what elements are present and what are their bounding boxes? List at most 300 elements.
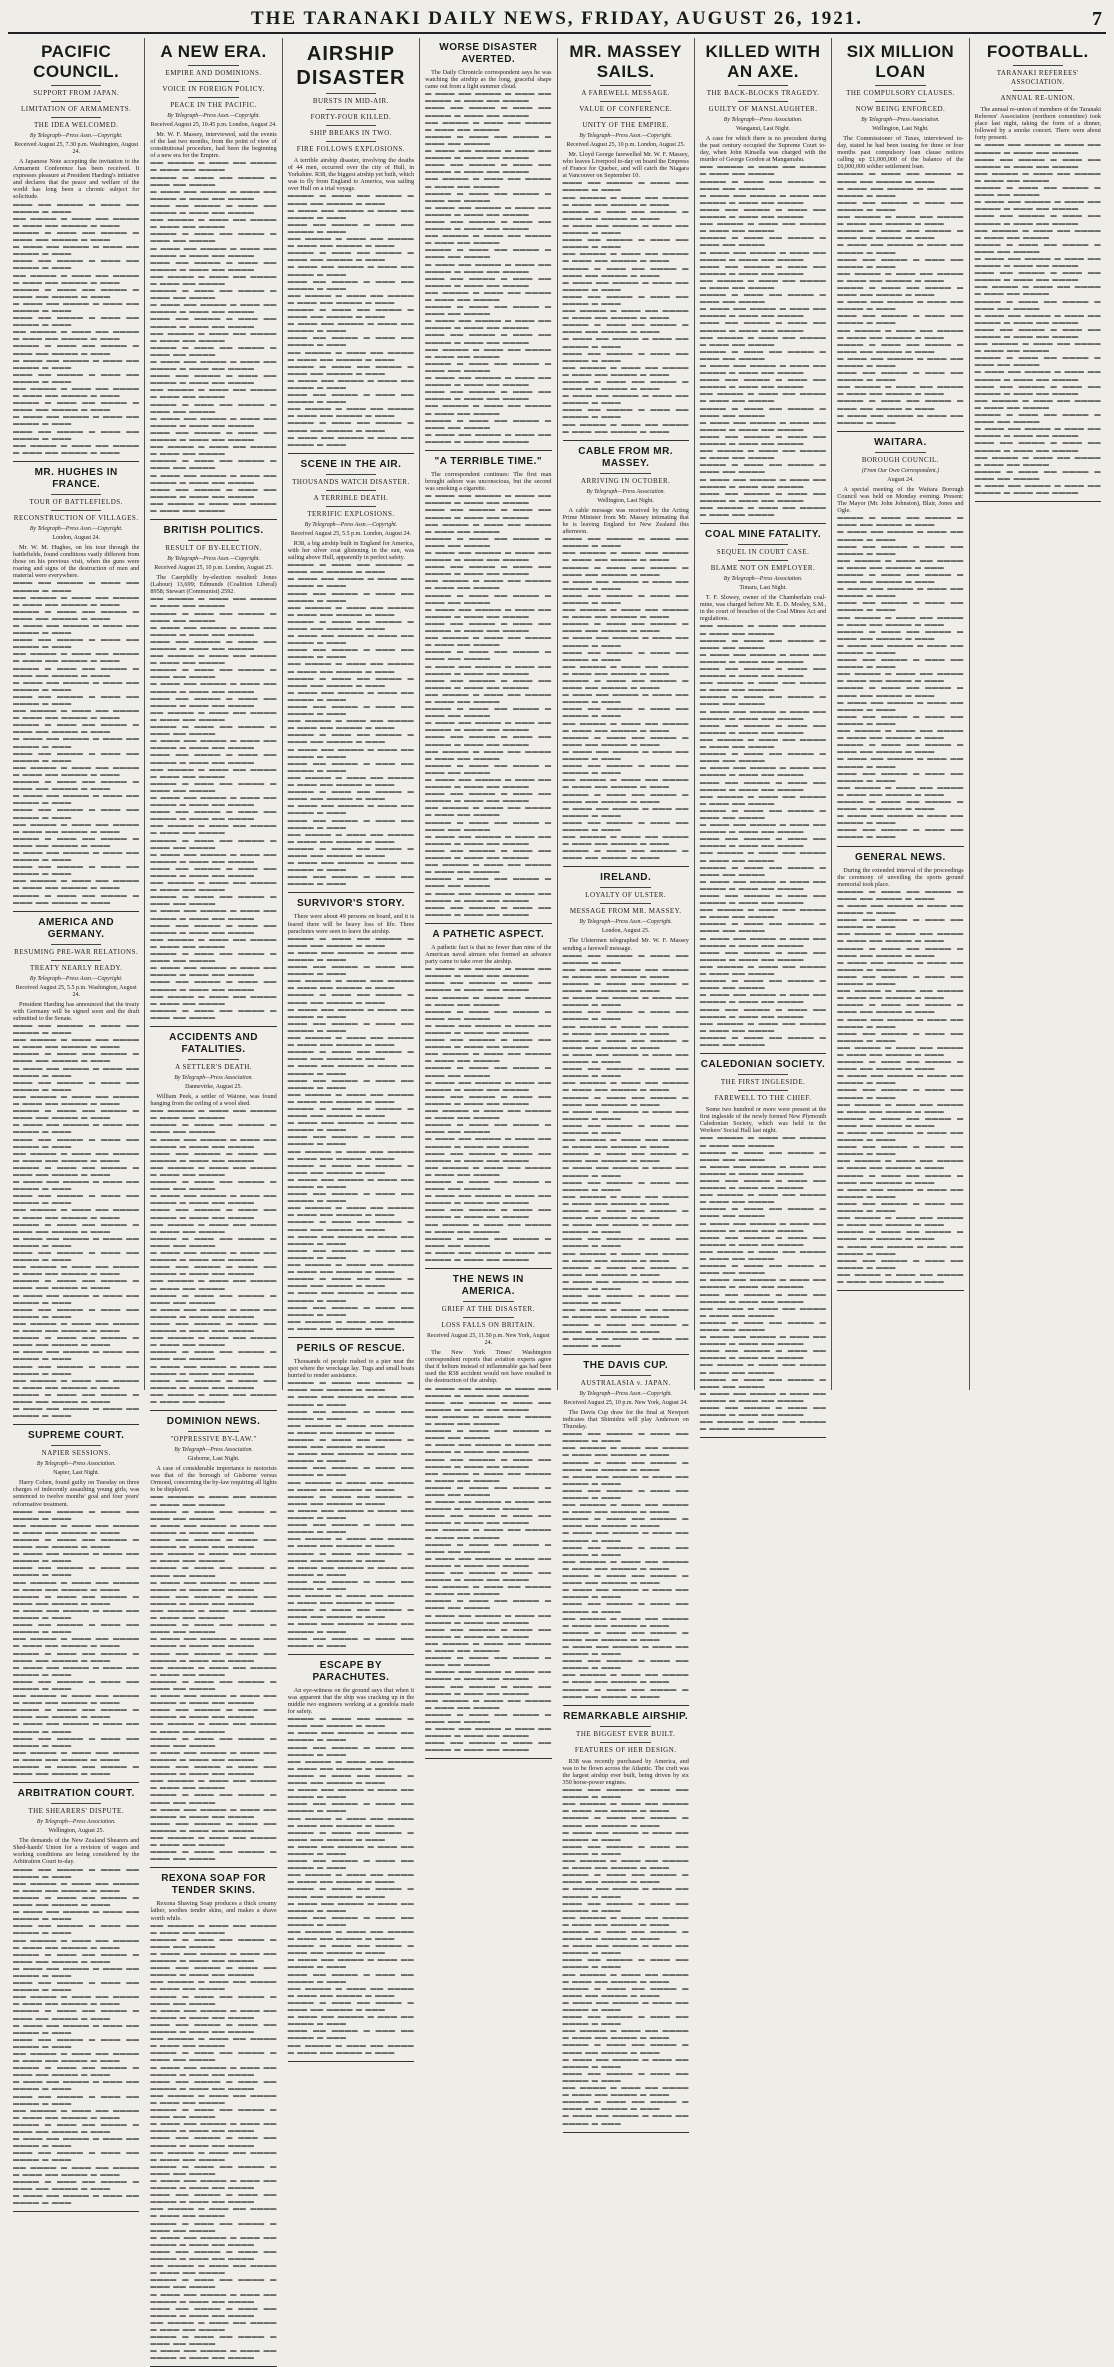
type-texture: ▬ ▬▬▬ ▬▬ ▬▬▬▬ ▬ ▬▬▬ ▬▬ ▬▬▬▬ ▬ ▬▬▬ ▬▬ ▬▬▬▬: [150, 2063, 277, 2078]
type-texture: ▬ ▬▬▬ ▬▬ ▬▬▬▬ ▬ ▬▬▬ ▬▬ ▬▬▬▬ ▬ ▬▬▬: [13, 735, 140, 750]
type-texture: ▬ ▬▬▬ ▬▬ ▬▬▬▬ ▬ ▬▬▬ ▬▬ ▬▬▬▬ ▬ ▬▬▬ ▬▬ ▬▬▬▬: [425, 260, 552, 275]
deck-rule: [600, 101, 651, 102]
type-texture: ▬▬ ▬▬▬▬ ▬ ▬▬▬ ▬▬ ▬▬▬▬ ▬ ▬▬▬ ▬▬ ▬▬▬▬ ▬ ▬▬▬: [562, 193, 689, 208]
type-texture: ▬▬ ▬▬▬▬ ▬ ▬▬▬ ▬▬ ▬▬▬▬ ▬ ▬▬▬ ▬▬ ▬▬▬▬: [699, 447, 827, 462]
type-texture: ▬▬▬▬ ▬ ▬▬▬ ▬▬ ▬▬▬▬ ▬ ▬▬▬ ▬▬ ▬▬▬▬ ▬ ▬▬▬: [837, 1114, 964, 1129]
article-separator: [563, 1705, 689, 1706]
type-texture: ▬ ▬▬▬ ▬▬ ▬▬▬▬ ▬ ▬▬▬ ▬▬ ▬▬▬▬ ▬ ▬▬▬ ▬▬ ▬▬▬▬: [425, 1554, 552, 1569]
article-body: Harry Cohen, found guilty on Tuesday on three charges of indecently assaulting young girls, was sentenced to twelve months' goal and four years' reformative treatment.: [13, 1479, 140, 1508]
type-texture: ▬▬▬ ▬▬ ▬▬▬▬ ▬ ▬▬▬ ▬▬ ▬▬▬▬ ▬ ▬▬▬: [13, 2149, 140, 2164]
subheadline: ANNUAL RE-UNION.: [1000, 94, 1076, 102]
type-texture: ▬▬▬▬ ▬ ▬▬▬ ▬▬ ▬▬▬▬ ▬ ▬▬▬ ▬▬ ▬▬▬▬: [425, 189, 552, 204]
subheadline: TERRIFIC EXPLOSIONS.: [307, 509, 395, 518]
type-texture: ▬ ▬▬▬ ▬▬ ▬▬▬▬ ▬ ▬▬▬ ▬▬ ▬▬▬▬ ▬ ▬▬▬ ▬▬ ▬▬▬▬: [150, 2290, 277, 2305]
type-texture: ▬ ▬▬▬ ▬▬ ▬▬▬▬ ▬ ▬▬▬ ▬▬ ▬▬▬▬ ▬ ▬▬▬: [13, 1291, 140, 1306]
type-texture: ▬▬ ▬▬▬▬ ▬ ▬▬▬ ▬▬ ▬▬▬▬ ▬ ▬▬▬ ▬▬ ▬▬▬▬: [699, 333, 827, 348]
headline: WAITARA.: [874, 436, 927, 448]
type-texture: ▬▬ ▬▬▬▬ ▬ ▬▬▬ ▬▬ ▬▬▬▬ ▬ ▬▬▬ ▬▬ ▬▬▬▬: [150, 2148, 277, 2163]
type-texture: ▬▬ ▬▬▬▬ ▬ ▬▬▬ ▬▬ ▬▬▬▬ ▬ ▬▬▬ ▬▬ ▬▬▬▬ ▬ ▬▬▬: [837, 1270, 964, 1285]
type-texture: ▬ ▬▬▬ ▬▬ ▬▬▬▬ ▬ ▬▬▬ ▬▬ ▬▬▬▬ ▬ ▬▬▬: [13, 1121, 140, 1136]
type-texture: ▬▬▬ ▬▬ ▬▬▬▬ ▬ ▬▬▬ ▬▬ ▬▬▬▬ ▬ ▬▬▬ ▬▬ ▬▬▬▬: [699, 778, 827, 793]
type-texture: ▬ ▬▬▬ ▬▬ ▬▬▬▬ ▬ ▬▬▬ ▬▬ ▬▬▬▬ ▬ ▬▬▬: [562, 221, 689, 237]
type-texture: ▬▬▬▬ ▬ ▬▬▬ ▬▬ ▬▬▬▬ ▬ ▬▬▬ ▬▬ ▬▬▬▬: [425, 1007, 552, 1022]
deck-rule: [188, 1059, 239, 1060]
type-texture: ▬▬ ▬▬▬▬ ▬ ▬▬▬ ▬▬ ▬▬▬▬ ▬ ▬▬▬ ▬▬ ▬▬▬▬: [150, 272, 277, 287]
type-texture: ▬▬▬ ▬▬ ▬▬▬▬ ▬ ▬▬▬ ▬▬ ▬▬▬▬ ▬ ▬▬▬: [287, 1076, 415, 1091]
type-texture: ▬▬▬ ▬▬ ▬▬▬▬ ▬ ▬▬▬ ▬▬ ▬▬▬▬ ▬ ▬▬▬: [13, 1249, 140, 1264]
article-body: A case for which there is no precedent during the past century occupied the Supreme Court to-day, when John Kinsella was charged with the murder of George Gordon at Mangamahu.: [699, 135, 827, 164]
type-texture: ▬▬▬▬ ▬ ▬▬▬ ▬▬ ▬▬▬▬ ▬ ▬▬▬ ▬▬ ▬▬▬▬: [425, 1427, 552, 1442]
type-texture: ▬ ▬▬▬ ▬▬ ▬▬▬▬ ▬ ▬▬▬ ▬▬ ▬▬▬▬ ▬ ▬▬▬ ▬▬ ▬▬▬▬: [425, 605, 552, 620]
deck-rule: [51, 510, 102, 511]
type-texture: ▬▬▬▬ ▬ ▬▬▬ ▬▬ ▬▬▬▬ ▬ ▬▬▬ ▬▬ ▬▬▬▬: [699, 920, 827, 935]
article: [288, 1660, 414, 2062]
type-texture: ▬▬▬▬ ▬ ▬▬▬ ▬▬ ▬▬▬▬ ▬ ▬▬▬ ▬▬ ▬▬▬▬ ▬ ▬▬▬: [13, 1050, 140, 1065]
type-texture: ▬▬▬ ▬▬ ▬▬▬▬ ▬ ▬▬▬ ▬▬ ▬▬▬▬ ▬ ▬▬▬ ▬▬ ▬▬▬▬: [150, 2020, 277, 2036]
headline: REMARKABLE AIRSHIP.: [563, 1710, 689, 1722]
type-texture: ▬▬▬ ▬▬ ▬▬▬▬ ▬ ▬▬▬ ▬▬ ▬▬▬▬ ▬ ▬▬▬: [13, 692, 140, 707]
type-texture: ▬▬▬▬ ▬ ▬▬▬ ▬▬ ▬▬▬▬ ▬ ▬▬▬ ▬▬ ▬▬▬▬: [150, 1507, 277, 1522]
article: [425, 456, 551, 924]
type-texture: ▬▬ ▬▬▬▬ ▬ ▬▬▬ ▬▬ ▬▬▬▬ ▬ ▬▬▬ ▬▬ ▬▬▬▬: [150, 652, 277, 667]
type-texture: ▬▬▬▬ ▬ ▬▬▬ ▬▬ ▬▬▬▬ ▬ ▬▬▬ ▬▬ ▬▬▬▬: [150, 1234, 277, 1249]
type-texture: ▬▬▬ ▬▬ ▬▬▬▬ ▬ ▬▬▬ ▬▬ ▬▬▬▬ ▬ ▬▬▬: [287, 873, 415, 888]
type-texture: ▬▬ ▬▬▬▬ ▬ ▬▬▬ ▬▬ ▬▬▬▬ ▬ ▬▬▬ ▬▬ ▬▬▬▬: [150, 1163, 277, 1178]
type-texture: ▬ ▬▬▬ ▬▬ ▬▬▬▬ ▬ ▬▬▬ ▬▬ ▬▬▬▬ ▬ ▬▬▬: [13, 1178, 140, 1193]
type-texture: ▬▬▬ ▬▬ ▬▬▬▬ ▬ ▬▬▬ ▬▬ ▬▬▬▬ ▬ ▬▬▬: [287, 1407, 415, 1422]
deck-rule: [51, 960, 102, 961]
subheadline: VOICE IN FOREIGN POLICY.: [162, 85, 265, 93]
type-texture: ▬ ▬▬▬ ▬▬ ▬▬▬▬ ▬ ▬▬▬ ▬▬ ▬▬▬▬ ▬ ▬▬▬: [837, 1015, 964, 1030]
type-texture: ▬▬▬▬ ▬ ▬▬▬ ▬▬ ▬▬▬▬ ▬ ▬▬▬ ▬▬ ▬▬▬▬ ▬ ▬▬▬: [287, 1606, 415, 1621]
type-texture: ▬ ▬▬▬ ▬▬ ▬▬▬▬ ▬ ▬▬▬ ▬▬ ▬▬▬▬ ▬ ▬▬▬: [13, 299, 140, 314]
type-texture: ▬▬ ▬▬▬▬ ▬ ▬▬▬ ▬▬ ▬▬▬▬ ▬ ▬▬▬ ▬▬ ▬▬▬▬ ▬ ▬▬▬: [13, 1748, 140, 1763]
type-texture: ▬▬▬ ▬▬ ▬▬▬▬ ▬ ▬▬▬ ▬▬ ▬▬▬▬ ▬ ▬▬▬: [287, 1970, 415, 1985]
headline: THE NEWS IN AMERICA.: [452, 1274, 524, 1298]
type-texture: ▬▬▬ ▬▬ ▬▬▬▬ ▬ ▬▬▬ ▬▬ ▬▬▬▬ ▬ ▬▬▬ ▬▬ ▬▬▬▬: [150, 1536, 277, 1551]
type-texture: ▬▬▬▬ ▬ ▬▬▬ ▬▬ ▬▬▬▬ ▬ ▬▬▬ ▬▬ ▬▬▬▬ ▬ ▬▬▬: [287, 1771, 415, 1787]
type-texture: ▬ ▬▬▬ ▬▬ ▬▬▬▬ ▬ ▬▬▬ ▬▬ ▬▬▬▬ ▬ ▬▬▬ ▬▬ ▬▬▬▬: [425, 317, 552, 332]
type-texture: ▬▬▬ ▬▬ ▬▬▬▬ ▬ ▬▬▬ ▬▬ ▬▬▬▬ ▬ ▬▬▬: [13, 1507, 140, 1522]
type-texture: ▬▬ ▬▬▬▬ ▬ ▬▬▬ ▬▬ ▬▬▬▬ ▬ ▬▬▬ ▬▬ ▬▬▬▬: [425, 1220, 552, 1235]
type-texture: ▬ ▬▬▬ ▬▬ ▬▬▬▬ ▬ ▬▬▬ ▬▬ ▬▬▬▬ ▬ ▬▬▬: [287, 1232, 415, 1247]
type-texture: ▬▬▬▬ ▬ ▬▬▬ ▬▬ ▬▬▬▬ ▬ ▬▬▬ ▬▬ ▬▬▬▬ ▬ ▬▬▬: [287, 1828, 415, 1843]
type-texture: ▬▬ ▬▬▬▬ ▬ ▬▬▬ ▬▬ ▬▬▬▬ ▬ ▬▬▬ ▬▬ ▬▬▬▬ ▬ ▬▬▬: [13, 441, 140, 456]
type-texture: ▬▬ ▬▬▬▬ ▬ ▬▬▬ ▬▬ ▬▬▬▬ ▬ ▬▬▬ ▬▬ ▬▬▬▬ ▬ ▬▬▬: [837, 783, 964, 798]
type-texture: ▬▬▬▬ ▬ ▬▬▬ ▬▬ ▬▬▬▬ ▬ ▬▬▬ ▬▬ ▬▬▬▬: [150, 1848, 277, 1863]
type-texture: ▬▬▬▬ ▬ ▬▬▬ ▬▬ ▬▬▬▬ ▬ ▬▬▬ ▬▬ ▬▬▬▬ ▬ ▬▬▬: [13, 1390, 140, 1405]
type-texture: ▬▬▬▬ ▬ ▬▬▬ ▬▬ ▬▬▬▬ ▬ ▬▬▬ ▬▬ ▬▬▬▬: [699, 977, 827, 992]
byline: By Telegraph—Press Assn.—Copyright.: [29, 133, 123, 139]
type-texture: ▬▬▬▬ ▬ ▬▬▬ ▬▬ ▬▬▬▬ ▬ ▬▬▬ ▬▬ ▬▬▬▬: [150, 1564, 277, 1579]
type-texture: ▬▬ ▬▬▬▬ ▬ ▬▬▬ ▬▬ ▬▬▬▬ ▬ ▬▬▬ ▬▬ ▬▬▬▬ ▬ ▬▬▬: [562, 1444, 689, 1459]
type-texture: ▬▬▬ ▬▬ ▬▬▬▬ ▬ ▬▬▬ ▬▬ ▬▬▬▬ ▬ ▬▬▬ ▬▬ ▬▬▬▬: [425, 846, 552, 862]
article: [150, 1416, 276, 1868]
type-texture: ▬▬ ▬▬▬▬ ▬ ▬▬▬ ▬▬ ▬▬▬▬ ▬ ▬▬▬ ▬▬ ▬▬▬▬ ▬ ▬▬▬: [837, 930, 964, 945]
type-texture: ▬▬▬ ▬▬ ▬▬▬▬ ▬ ▬▬▬ ▬▬ ▬▬▬▬ ▬ ▬▬▬: [13, 1621, 140, 1636]
type-texture: ▬ ▬▬▬ ▬▬ ▬▬▬▬ ▬ ▬▬▬ ▬▬ ▬▬▬▬ ▬ ▬▬▬: [287, 1119, 415, 1134]
type-texture: ▬▬ ▬▬▬▬ ▬ ▬▬▬ ▬▬ ▬▬▬▬ ▬ ▬▬▬ ▬▬ ▬▬▬▬: [150, 1550, 277, 1565]
type-texture: ▬▬ ▬▬▬▬ ▬ ▬▬▬ ▬▬ ▬▬▬▬ ▬ ▬▬▬ ▬▬ ▬▬▬▬ ▬ ▬▬▬: [287, 1261, 415, 1276]
type-texture: ▬ ▬▬▬ ▬▬ ▬▬▬▬ ▬ ▬▬▬ ▬▬ ▬▬▬▬ ▬ ▬▬▬ ▬▬ ▬▬▬▬: [150, 2177, 277, 2192]
article-body: The Daily Chronicle correspondent says he was watching the airship as the long, graceful shape came out from a light summer cloud.: [425, 69, 552, 91]
byline: By Telegraph—Press Assn.—Copyright.: [167, 113, 260, 119]
type-texture: ▬▬▬▬ ▬ ▬▬▬ ▬▬ ▬▬▬▬ ▬ ▬▬▬ ▬▬ ▬▬▬▬: [974, 184, 1101, 199]
type-texture: ▬ ▬▬▬ ▬▬ ▬▬▬▬ ▬ ▬▬▬ ▬▬ ▬▬▬▬ ▬ ▬▬▬ ▬▬ ▬▬▬▬: [699, 991, 827, 1006]
type-texture: ▬▬▬▬ ▬ ▬▬▬ ▬▬ ▬▬▬▬ ▬ ▬▬▬ ▬▬ ▬▬▬▬ ▬ ▬▬▬: [13, 2177, 140, 2192]
type-texture: ▬▬▬ ▬▬ ▬▬▬▬ ▬ ▬▬▬ ▬▬ ▬▬▬▬ ▬ ▬▬▬: [13, 200, 140, 215]
article: [288, 1343, 414, 1655]
type-texture: ▬▬ ▬▬▬▬ ▬ ▬▬▬ ▬▬ ▬▬▬▬ ▬ ▬▬▬ ▬▬ ▬▬▬▬ ▬ ▬▬▬: [287, 1928, 415, 1943]
type-texture: ▬ ▬▬▬ ▬▬ ▬▬▬▬ ▬ ▬▬▬ ▬▬ ▬▬▬▬ ▬ ▬▬▬: [837, 585, 964, 600]
column-4: [420, 38, 557, 1754]
type-texture: ▬ ▬▬▬ ▬▬ ▬▬▬▬ ▬ ▬▬▬ ▬▬ ▬▬▬▬ ▬ ▬▬▬: [13, 2078, 140, 2093]
type-texture: ▬▬▬▬ ▬ ▬▬▬ ▬▬ ▬▬▬▬ ▬ ▬▬▬ ▬▬ ▬▬▬▬ ▬ ▬▬▬: [287, 1549, 415, 1564]
type-texture: ▬▬ ▬▬▬▬ ▬ ▬▬▬ ▬▬ ▬▬▬▬ ▬ ▬▬▬ ▬▬ ▬▬▬▬: [150, 1107, 277, 1122]
type-texture: ▬▬▬ ▬▬ ▬▬▬▬ ▬ ▬▬▬ ▬▬ ▬▬▬▬ ▬ ▬▬▬: [562, 179, 689, 194]
type-texture: ▬▬▬ ▬▬ ▬▬▬▬ ▬ ▬▬▬ ▬▬ ▬▬▬▬ ▬ ▬▬▬: [562, 1543, 689, 1558]
type-texture: ▬▬ ▬▬▬▬ ▬ ▬▬▬ ▬▬ ▬▬▬▬ ▬ ▬▬▬ ▬▬ ▬▬▬▬: [425, 232, 552, 247]
type-texture: ▬▬▬▬ ▬ ▬▬▬ ▬▬ ▬▬▬▬ ▬ ▬▬▬ ▬▬ ▬▬▬▬ ▬ ▬▬▬: [13, 664, 140, 679]
type-texture: ▬▬▬ ▬▬ ▬▬▬▬ ▬ ▬▬▬ ▬▬ ▬▬▬▬ ▬ ▬▬▬ ▬▬ ▬▬▬▬: [699, 319, 827, 334]
type-texture: ▬▬ ▬▬▬▬ ▬ ▬▬▬ ▬▬ ▬▬▬▬ ▬ ▬▬▬ ▬▬ ▬▬▬▬: [150, 159, 277, 174]
type-texture: ▬▬▬▬ ▬ ▬▬▬ ▬▬ ▬▬▬▬ ▬ ▬▬▬ ▬▬ ▬▬▬▬ ▬ ▬▬▬: [837, 887, 964, 902]
article: [150, 525, 276, 1027]
type-texture: ▬▬▬ ▬▬ ▬▬▬▬ ▬ ▬▬▬ ▬▬ ▬▬▬▬ ▬ ▬▬▬: [562, 236, 689, 251]
column-1: [8, 38, 145, 2206]
type-texture: ▬ ▬▬▬ ▬▬ ▬▬▬▬ ▬ ▬▬▬ ▬▬ ▬▬▬▬ ▬ ▬▬▬ ▬▬ ▬▬▬▬: [699, 418, 827, 433]
type-texture: ▬▬▬▬ ▬ ▬▬▬ ▬▬ ▬▬▬▬ ▬ ▬▬▬ ▬▬ ▬▬▬▬ ▬ ▬▬▬: [837, 340, 964, 355]
type-texture: ▬ ▬▬▬ ▬▬ ▬▬▬▬ ▬ ▬▬▬ ▬▬ ▬▬▬▬ ▬ ▬▬▬: [562, 1998, 689, 2013]
type-texture: ▬▬ ▬▬▬▬ ▬ ▬▬▬ ▬▬ ▬▬▬▬ ▬ ▬▬▬ ▬▬ ▬▬▬▬: [150, 879, 277, 894]
article-body: R38 was recently purchased by America, and was to be flown across the Atlantic. The craft was the largest airship ever built, being driven by six 350 horse-power engines.: [562, 1757, 689, 1786]
subheadline: MESSAGE FROM MR. MASSEY.: [569, 907, 682, 916]
deck-rule: [600, 887, 651, 888]
type-texture: ▬▬▬ ▬▬ ▬▬▬▬ ▬ ▬▬▬ ▬▬ ▬▬▬▬ ▬ ▬▬▬ ▬▬ ▬▬▬▬: [425, 1206, 552, 1221]
type-texture: ▬▬▬ ▬▬ ▬▬▬▬ ▬ ▬▬▬ ▬▬ ▬▬▬▬ ▬ ▬▬▬: [287, 2027, 415, 2042]
type-texture: ▬ ▬▬▬ ▬▬ ▬▬▬▬ ▬ ▬▬▬ ▬▬ ▬▬▬▬ ▬ ▬▬▬ ▬▬ ▬▬▬▬: [150, 1950, 277, 1965]
subheadline: RESUMING PRE-WAR RELATIONS.: [14, 947, 139, 956]
type-texture: ▬▬▬ ▬▬ ▬▬▬▬ ▬ ▬▬▬ ▬▬ ▬▬▬▬ ▬ ▬▬▬: [287, 1634, 415, 1649]
dateline: Napier, Last Night.: [53, 1470, 100, 1477]
type-texture: ▬▬▬ ▬▬ ▬▬▬▬ ▬ ▬▬▬ ▬▬ ▬▬▬▬ ▬ ▬▬▬ ▬▬ ▬▬▬▬: [425, 1625, 552, 1640]
type-texture: ▬▬▬▬ ▬ ▬▬▬ ▬▬ ▬▬▬▬ ▬ ▬▬▬ ▬▬ ▬▬▬▬ ▬ ▬▬▬: [562, 1036, 689, 1051]
type-texture: ▬▬ ▬▬▬▬ ▬ ▬▬▬ ▬▬ ▬▬▬▬ ▬ ▬▬▬ ▬▬ ▬▬▬▬ ▬ ▬▬▬: [562, 1970, 689, 1985]
type-texture: ▬▬ ▬▬▬▬ ▬ ▬▬▬ ▬▬ ▬▬▬▬ ▬ ▬▬▬ ▬▬ ▬▬▬▬ ▬ ▬▬▬: [562, 965, 689, 980]
type-texture: ▬ ▬▬▬ ▬▬ ▬▬▬▬ ▬ ▬▬▬ ▬▬ ▬▬▬▬ ▬ ▬▬▬: [562, 1164, 689, 1179]
type-texture: ▬ ▬▬▬ ▬▬ ▬▬▬▬ ▬ ▬▬▬ ▬▬ ▬▬▬▬ ▬ ▬▬▬ ▬▬ ▬▬▬▬: [425, 965, 552, 980]
type-texture: ▬▬ ▬▬▬▬ ▬ ▬▬▬ ▬▬ ▬▬▬▬ ▬ ▬▬▬ ▬▬ ▬▬▬▬: [425, 1696, 552, 1711]
type-texture: ▬▬▬▬ ▬ ▬▬▬ ▬▬ ▬▬▬▬ ▬ ▬▬▬ ▬▬ ▬▬▬▬ ▬ ▬▬▬: [287, 419, 415, 434]
type-texture: ▬▬▬ ▬▬ ▬▬▬▬ ▬ ▬▬▬ ▬▬ ▬▬▬▬ ▬ ▬▬▬: [287, 1743, 415, 1758]
type-texture: ▬▬ ▬▬▬▬ ▬ ▬▬▬ ▬▬ ▬▬▬▬ ▬ ▬▬▬ ▬▬ ▬▬▬▬: [150, 443, 277, 458]
type-texture: ▬▬▬▬ ▬ ▬▬▬ ▬▬ ▬▬▬▬ ▬ ▬▬▬ ▬▬ ▬▬▬▬: [150, 287, 277, 302]
type-texture: ▬▬▬ ▬▬ ▬▬▬▬ ▬ ▬▬▬ ▬▬ ▬▬▬▬ ▬ ▬▬▬: [287, 1521, 415, 1536]
subheadline: FIRE FOLLOWS EXPLOSIONS.: [296, 145, 406, 153]
type-texture: ▬▬ ▬▬▬▬ ▬ ▬▬▬ ▬▬ ▬▬▬▬ ▬ ▬▬▬ ▬▬ ▬▬▬▬ ▬ ▬▬▬: [287, 405, 415, 420]
type-texture: ▬▬▬ ▬▬ ▬▬▬▬ ▬ ▬▬▬ ▬▬ ▬▬▬▬ ▬ ▬▬▬: [562, 1657, 689, 1672]
type-texture: ▬▬▬ ▬▬ ▬▬▬▬ ▬ ▬▬▬ ▬▬ ▬▬▬▬ ▬ ▬▬▬: [837, 769, 964, 784]
type-texture: ▬▬ ▬▬▬▬ ▬ ▬▬▬ ▬▬ ▬▬▬▬ ▬ ▬▬▬ ▬▬ ▬▬▬▬ ▬ ▬▬▬: [837, 727, 964, 742]
subheadline: RECONSTRUCTION OF VILLAGES.: [13, 513, 139, 522]
type-texture: ▬▬ ▬▬▬▬ ▬ ▬▬▬ ▬▬ ▬▬▬▬ ▬ ▬▬▬ ▬▬ ▬▬▬▬ ▬ ▬▬▬: [837, 213, 964, 228]
type-texture: ▬▬▬▬ ▬ ▬▬▬ ▬▬ ▬▬▬▬ ▬ ▬▬▬ ▬▬ ▬▬▬▬ ▬ ▬▬▬: [562, 1871, 689, 1886]
type-texture: ▬▬▬▬ ▬ ▬▬▬ ▬▬ ▬▬▬▬ ▬ ▬▬▬ ▬▬ ▬▬▬▬ ▬ ▬▬▬: [562, 980, 689, 995]
type-texture: ▬▬▬▬ ▬ ▬▬▬ ▬▬ ▬▬▬▬ ▬ ▬▬▬ ▬▬ ▬▬▬▬ ▬ ▬▬▬: [837, 514, 964, 529]
type-texture: ▬▬▬▬ ▬ ▬▬▬ ▬▬ ▬▬▬▬ ▬ ▬▬▬ ▬▬ ▬▬▬▬ ▬ ▬▬▬: [837, 170, 964, 185]
type-texture: ▬▬▬ ▬▬ ▬▬▬▬ ▬ ▬▬▬ ▬▬ ▬▬▬▬ ▬ ▬▬▬: [562, 1842, 689, 1857]
type-texture: ▬▬▬ ▬▬ ▬▬▬▬ ▬ ▬▬▬ ▬▬ ▬▬▬▬ ▬ ▬▬▬ ▬▬ ▬▬▬▬: [150, 428, 277, 444]
type-texture: ▬▬▬ ▬▬ ▬▬▬▬ ▬ ▬▬▬ ▬▬ ▬▬▬▬ ▬ ▬▬▬ ▬▬ ▬▬▬▬: [425, 1455, 552, 1470]
type-texture: ▬▬ ▬▬▬▬ ▬ ▬▬▬ ▬▬ ▬▬▬▬ ▬ ▬▬▬ ▬▬ ▬▬▬▬ ▬ ▬▬▬: [562, 1079, 689, 1094]
subheadline: TREATY NEARLY READY.: [29, 963, 123, 972]
type-texture: ▬▬▬ ▬▬ ▬▬▬▬ ▬ ▬▬▬ ▬▬ ▬▬▬▬ ▬ ▬▬▬: [287, 1246, 415, 1261]
article: [288, 42, 414, 454]
type-texture: ▬ ▬▬▬ ▬▬ ▬▬▬▬ ▬ ▬▬▬ ▬▬ ▬▬▬▬ ▬ ▬▬▬ ▬▬ ▬▬▬▬: [150, 680, 277, 695]
type-texture: ▬▬ ▬▬▬▬ ▬ ▬▬▬ ▬▬ ▬▬▬▬ ▬ ▬▬▬ ▬▬ ▬▬▬▬ ▬ ▬▬▬: [287, 235, 415, 250]
type-texture: ▬▬ ▬▬▬▬ ▬ ▬▬▬ ▬▬ ▬▬▬▬ ▬ ▬▬▬ ▬▬ ▬▬▬▬: [150, 499, 277, 514]
type-texture: ▬ ▬▬▬ ▬▬ ▬▬▬▬ ▬ ▬▬▬ ▬▬ ▬▬▬▬ ▬ ▬▬▬ ▬▬ ▬▬▬▬: [150, 1249, 277, 1264]
type-texture: ▬▬▬▬ ▬ ▬▬▬ ▬▬ ▬▬▬▬ ▬ ▬▬▬ ▬▬ ▬▬▬▬ ▬ ▬▬▬: [562, 2041, 689, 2056]
type-texture: ▬ ▬▬▬ ▬▬ ▬▬▬▬ ▬ ▬▬▬ ▬▬ ▬▬▬▬ ▬ ▬▬▬: [562, 1586, 689, 1601]
article: [837, 437, 963, 847]
dateline: Received August 25, 5.5 p.m. Washington, August 24.: [15, 984, 137, 998]
type-texture: ▬ ▬▬▬ ▬▬ ▬▬▬▬ ▬ ▬▬▬ ▬▬ ▬▬▬▬ ▬ ▬▬▬: [13, 2191, 140, 2206]
type-texture: ▬▬ ▬▬▬▬ ▬ ▬▬▬ ▬▬ ▬▬▬▬ ▬ ▬▬▬ ▬▬ ▬▬▬▬: [699, 1361, 827, 1376]
type-texture: ▬ ▬▬▬ ▬▬ ▬▬▬▬ ▬ ▬▬▬ ▬▬ ▬▬▬▬ ▬ ▬▬▬: [562, 1221, 689, 1236]
type-texture: ▬▬ ▬▬▬▬ ▬ ▬▬▬ ▬▬ ▬▬▬▬ ▬ ▬▬▬ ▬▬ ▬▬▬▬: [150, 1493, 277, 1508]
type-texture: ▬▬▬▬ ▬ ▬▬▬ ▬▬ ▬▬▬▬ ▬ ▬▬▬ ▬▬ ▬▬▬▬ ▬ ▬▬▬: [562, 1927, 689, 1943]
article: [288, 898, 414, 1338]
type-texture: ▬▬ ▬▬▬▬ ▬ ▬▬▬ ▬▬ ▬▬▬▬ ▬ ▬▬▬ ▬▬ ▬▬▬▬: [150, 2091, 277, 2106]
deck-rule: [738, 544, 789, 545]
type-texture: ▬▬▬ ▬▬ ▬▬▬▬ ▬ ▬▬▬ ▬▬ ▬▬▬▬ ▬ ▬▬▬ ▬▬ ▬▬▬▬: [425, 161, 552, 176]
type-texture: ▬▬▬ ▬▬ ▬▬▬▬ ▬ ▬▬▬ ▬▬ ▬▬▬▬ ▬ ▬▬▬: [287, 1577, 415, 1592]
type-texture: ▬▬▬ ▬▬ ▬▬▬▬ ▬ ▬▬▬ ▬▬ ▬▬▬▬ ▬ ▬▬▬ ▬▬ ▬▬▬▬: [974, 269, 1101, 284]
type-texture: ▬▬▬ ▬▬ ▬▬▬▬ ▬ ▬▬▬ ▬▬ ▬▬▬▬ ▬ ▬▬▬: [837, 1199, 964, 1215]
type-texture: ▬ ▬▬▬ ▬▬ ▬▬▬▬ ▬ ▬▬▬ ▬▬ ▬▬▬▬ ▬ ▬▬▬ ▬▬ ▬▬▬▬: [150, 301, 277, 316]
type-texture: ▬▬▬▬ ▬ ▬▬▬ ▬▬ ▬▬▬▬ ▬ ▬▬▬ ▬▬ ▬▬▬▬ ▬ ▬▬▬: [13, 2064, 140, 2079]
type-texture: ▬ ▬▬▬ ▬▬ ▬▬▬▬ ▬ ▬▬▬ ▬▬ ▬▬▬▬ ▬ ▬▬▬: [287, 745, 415, 760]
type-texture: ▬ ▬▬▬ ▬▬ ▬▬▬▬ ▬ ▬▬▬ ▬▬ ▬▬▬▬ ▬ ▬▬▬: [13, 848, 140, 864]
type-texture: ▬▬ ▬▬▬▬ ▬ ▬▬▬ ▬▬ ▬▬▬▬ ▬ ▬▬▬ ▬▬ ▬▬▬▬ ▬ ▬▬▬: [287, 1984, 415, 1999]
type-texture: ▬▬▬ ▬▬ ▬▬▬▬ ▬ ▬▬▬ ▬▬ ▬▬▬▬ ▬ ▬▬▬: [562, 1008, 689, 1023]
dateline: Wanganui, Last Night.: [735, 126, 791, 132]
headline: REXONA SOAP FOR TENDER SKINS.: [161, 1873, 266, 1897]
subheadline: FEATURES OF HER DESIGN.: [574, 1745, 677, 1754]
type-texture: ▬▬ ▬▬▬▬ ▬ ▬▬▬ ▬▬ ▬▬▬▬ ▬ ▬▬▬ ▬▬ ▬▬▬▬: [974, 396, 1101, 411]
type-texture: ▬▬▬ ▬▬ ▬▬▬▬ ▬ ▬▬▬ ▬▬ ▬▬▬▬ ▬ ▬▬▬: [562, 1121, 689, 1136]
type-texture: ▬▬▬ ▬▬ ▬▬▬▬ ▬ ▬▬▬ ▬▬ ▬▬▬▬ ▬ ▬▬▬: [837, 656, 964, 671]
type-texture: ▬▬ ▬▬▬▬ ▬ ▬▬▬ ▬▬ ▬▬▬▬ ▬ ▬▬▬ ▬▬ ▬▬▬▬: [150, 765, 277, 780]
deck-rule: [51, 117, 102, 118]
type-texture: ▬▬▬▬ ▬ ▬▬▬ ▬▬ ▬▬▬▬ ▬ ▬▬▬ ▬▬ ▬▬▬▬: [150, 1791, 277, 1806]
type-texture: ▬▬▬ ▬▬ ▬▬▬▬ ▬ ▬▬▬ ▬▬ ▬▬▬▬ ▬ ▬▬▬ ▬▬ ▬▬▬▬: [150, 1763, 277, 1778]
type-texture: ▬▬▬ ▬▬ ▬▬▬▬ ▬ ▬▬▬ ▬▬ ▬▬▬▬ ▬ ▬▬▬: [13, 1022, 140, 1037]
type-texture: ▬▬▬▬ ▬ ▬▬▬ ▬▬ ▬▬▬▬ ▬ ▬▬▬ ▬▬ ▬▬▬▬ ▬ ▬▬▬: [13, 285, 140, 300]
type-texture: ▬▬▬▬ ▬ ▬▬▬ ▬▬ ▬▬▬▬ ▬ ▬▬▬ ▬▬ ▬▬▬▬: [425, 1483, 552, 1498]
type-texture: ▬ ▬▬▬ ▬▬ ▬▬▬▬ ▬ ▬▬▬ ▬▬ ▬▬▬▬ ▬ ▬▬▬: [287, 433, 415, 448]
type-texture: ▬▬▬▬ ▬ ▬▬▬ ▬▬ ▬▬▬▬ ▬ ▬▬▬ ▬▬ ▬▬▬▬ ▬ ▬▬▬: [287, 844, 415, 859]
article: [563, 1711, 689, 2133]
type-texture: ▬ ▬▬▬ ▬▬ ▬▬▬▬ ▬ ▬▬▬ ▬▬ ▬▬▬▬ ▬ ▬▬▬: [13, 413, 140, 428]
subheadline: ARRIVING IN OCTOBER.: [580, 476, 671, 485]
masthead: [8, 6, 1106, 34]
type-texture: ▬▬▬▬ ▬ ▬▬▬ ▬▬ ▬▬▬▬ ▬ ▬▬▬ ▬▬ ▬▬▬▬ ▬ ▬▬▬: [13, 1334, 140, 1349]
type-texture: ▬▬▬▬ ▬ ▬▬▬ ▬▬ ▬▬▬▬ ▬ ▬▬▬ ▬▬ ▬▬▬▬ ▬ ▬▬▬: [13, 1277, 140, 1292]
type-texture: ▬ ▬▬▬ ▬▬ ▬▬▬▬ ▬ ▬▬▬ ▬▬ ▬▬▬▬ ▬ ▬▬▬ ▬▬ ▬▬▬▬: [425, 1668, 552, 1683]
type-texture: ▬▬▬ ▬▬ ▬▬▬▬ ▬ ▬▬▬ ▬▬ ▬▬▬▬ ▬ ▬▬▬: [13, 806, 140, 821]
column-6: [695, 38, 832, 1433]
article-body: A Japanese Note accepting the invitation to the Armament Conference has been received. It expresses pleasure at President Harding's initiative and declares that the peace and welfare of the world has long been a chronic subject for solicitude.: [13, 158, 140, 201]
type-texture: ▬ ▬▬▬ ▬▬ ▬▬▬▬ ▬ ▬▬▬ ▬▬ ▬▬▬▬ ▬ ▬▬▬: [837, 902, 964, 917]
type-texture: ▬▬▬▬ ▬ ▬▬▬ ▬▬ ▬▬▬▬ ▬ ▬▬▬ ▬▬ ▬▬▬▬ ▬ ▬▬▬: [562, 2098, 689, 2113]
article-separator: [975, 501, 1101, 502]
type-texture: ▬▬▬▬ ▬ ▬▬▬ ▬▬ ▬▬▬▬ ▬ ▬▬▬ ▬▬ ▬▬▬▬ ▬ ▬▬▬: [837, 227, 964, 242]
article: [425, 42, 551, 451]
type-texture: ▬▬ ▬▬▬▬ ▬ ▬▬▬ ▬▬ ▬▬▬▬ ▬ ▬▬▬ ▬▬ ▬▬▬▬: [150, 2318, 277, 2333]
subheadline: A SETTLER'S DEATH.: [175, 1062, 253, 1071]
type-texture: ▬▬▬▬ ▬ ▬▬▬ ▬▬ ▬▬▬▬ ▬ ▬▬▬ ▬▬ ▬▬▬▬: [974, 354, 1101, 369]
subheadline: RESULT OF BY-ELECTION.: [165, 544, 262, 553]
type-texture: ▬▬▬▬ ▬ ▬▬▬ ▬▬ ▬▬▬▬ ▬ ▬▬▬ ▬▬ ▬▬▬▬ ▬ ▬▬▬: [562, 1572, 689, 1587]
type-texture: ▬▬ ▬▬▬▬ ▬ ▬▬▬ ▬▬ ▬▬▬▬ ▬ ▬▬▬ ▬▬ ▬▬▬▬: [425, 747, 552, 762]
type-texture: ▬▬▬ ▬▬ ▬▬▬▬ ▬ ▬▬▬ ▬▬ ▬▬▬▬ ▬ ▬▬▬: [287, 759, 415, 774]
type-texture: ▬▬▬▬ ▬ ▬▬▬ ▬▬ ▬▬▬▬ ▬ ▬▬▬ ▬▬ ▬▬▬▬: [699, 1262, 827, 1277]
type-texture: ▬▬ ▬▬▬▬ ▬ ▬▬▬ ▬▬ ▬▬▬▬ ▬ ▬▬▬ ▬▬ ▬▬▬▬ ▬ ▬▬▬: [287, 1147, 415, 1162]
type-texture: ▬▬ ▬▬▬▬ ▬ ▬▬▬ ▬▬ ▬▬▬▬ ▬ ▬▬▬ ▬▬ ▬▬▬▬: [150, 1277, 277, 1292]
type-texture: ▬▬▬ ▬▬ ▬▬▬▬ ▬ ▬▬▬ ▬▬ ▬▬▬▬ ▬ ▬▬▬: [837, 826, 964, 841]
deck-rule: [600, 903, 651, 904]
dateline: Received August 25, 11.50 p.m. New York, August 24.: [427, 1333, 550, 1347]
type-texture: ▬▬ ▬▬▬▬ ▬ ▬▬▬ ▬▬ ▬▬▬▬ ▬ ▬▬▬ ▬▬ ▬▬▬▬: [699, 390, 827, 405]
type-texture: ▬▬▬ ▬▬ ▬▬▬▬ ▬ ▬▬▬ ▬▬ ▬▬▬▬ ▬ ▬▬▬ ▬▬ ▬▬▬▬: [425, 331, 552, 346]
type-texture: ▬▬▬ ▬▬ ▬▬▬▬ ▬ ▬▬▬ ▬▬ ▬▬▬▬ ▬ ▬▬▬ ▬▬ ▬▬▬▬: [699, 489, 827, 504]
type-texture: ▬ ▬▬▬ ▬▬ ▬▬▬▬ ▬ ▬▬▬ ▬▬ ▬▬▬▬ ▬ ▬▬▬: [562, 278, 689, 293]
type-texture: ▬▬ ▬▬▬▬ ▬ ▬▬▬ ▬▬ ▬▬▬▬ ▬ ▬▬▬ ▬▬ ▬▬▬▬ ▬ ▬▬▬: [287, 348, 415, 363]
subheadline: THE COMPULSORY CLAUSES.: [846, 89, 955, 97]
article-body: The Commissioner of Taxes, interviewed to-day, stated he had been issuing for three or four months past compulsory loan clause notices calling up £1,000,000 of the balance of the £6,000,000 soldier settlement loan.: [837, 135, 964, 171]
type-texture: ▬ ▬▬▬ ▬▬ ▬▬▬▬ ▬ ▬▬▬ ▬▬ ▬▬▬▬ ▬ ▬▬▬ ▬▬ ▬▬▬▬: [699, 821, 827, 836]
type-texture: ▬▬▬ ▬▬ ▬▬▬▬ ▬ ▬▬▬ ▬▬ ▬▬▬▬ ▬ ▬▬▬ ▬▬ ▬▬▬▬: [150, 315, 277, 330]
type-texture: ▬▬ ▬▬▬▬ ▬ ▬▬▬ ▬▬ ▬▬▬▬ ▬ ▬▬▬ ▬▬ ▬▬▬▬: [150, 1334, 277, 1349]
type-texture: ▬▬▬ ▬▬ ▬▬▬▬ ▬ ▬▬▬ ▬▬ ▬▬▬▬ ▬ ▬▬▬ ▬▬ ▬▬▬▬: [425, 619, 552, 635]
type-texture: ▬ ▬▬▬ ▬▬ ▬▬▬▬ ▬ ▬▬▬ ▬▬ ▬▬▬▬ ▬ ▬▬▬ ▬▬ ▬▬▬▬: [699, 191, 827, 206]
dateline: Dannevirke, August 25.: [185, 1083, 243, 1090]
type-texture: ▬▬▬▬ ▬ ▬▬▬ ▬▬ ▬▬▬▬ ▬ ▬▬▬ ▬▬ ▬▬▬▬ ▬ ▬▬▬: [13, 778, 140, 793]
article: [700, 42, 826, 524]
type-texture: ▬▬ ▬▬▬▬ ▬ ▬▬▬ ▬▬ ▬▬▬▬ ▬ ▬▬▬ ▬▬ ▬▬▬▬: [699, 276, 827, 291]
type-texture: ▬▬▬ ▬▬ ▬▬▬▬ ▬ ▬▬▬ ▬▬ ▬▬▬▬ ▬ ▬▬▬ ▬▬ ▬▬▬▬: [699, 721, 827, 736]
subheadline: AUSTRALASIA v. JAPAN.: [580, 1378, 671, 1387]
type-texture: ▬▬▬ ▬▬ ▬▬▬▬ ▬ ▬▬▬ ▬▬ ▬▬▬▬ ▬ ▬▬▬: [287, 816, 415, 831]
type-texture: ▬▬▬ ▬▬ ▬▬▬▬ ▬ ▬▬▬ ▬▬ ▬▬▬▬ ▬ ▬▬▬: [562, 1235, 689, 1250]
type-texture: ▬▬▬ ▬▬ ▬▬▬▬ ▬ ▬▬▬ ▬▬ ▬▬▬▬ ▬ ▬▬▬: [13, 749, 140, 764]
type-texture: ▬▬▬▬ ▬ ▬▬▬ ▬▬ ▬▬▬▬ ▬ ▬▬▬ ▬▬ ▬▬▬▬: [150, 1291, 277, 1306]
type-texture: ▬ ▬▬▬ ▬▬ ▬▬▬▬ ▬ ▬▬▬ ▬▬ ▬▬▬▬ ▬ ▬▬▬ ▬▬ ▬▬▬▬: [974, 425, 1101, 440]
subheadline: SUPPORT FROM JAPAN.: [33, 89, 120, 97]
article-separator: [13, 911, 139, 912]
deck-rule: [738, 1090, 789, 1091]
type-texture: ▬▬▬ ▬▬ ▬▬▬▬ ▬ ▬▬▬ ▬▬ ▬▬▬▬ ▬ ▬▬▬: [287, 1303, 415, 1318]
type-texture: ▬▬ ▬▬▬▬ ▬ ▬▬▬ ▬▬ ▬▬▬▬ ▬ ▬▬▬ ▬▬ ▬▬▬▬ ▬ ▬▬▬: [287, 1317, 415, 1332]
subheadline: FORTY-FOUR KILLED.: [310, 113, 392, 121]
type-texture: ▬▬▬▬ ▬ ▬▬▬ ▬▬ ▬▬▬▬ ▬ ▬▬▬ ▬▬ ▬▬▬▬: [425, 416, 552, 431]
type-texture: ▬ ▬▬▬ ▬▬ ▬▬▬▬ ▬ ▬▬▬ ▬▬ ▬▬▬▬ ▬ ▬▬▬: [562, 1529, 689, 1544]
type-texture: ▬▬▬▬ ▬ ▬▬▬ ▬▬ ▬▬▬▬ ▬ ▬▬▬ ▬▬ ▬▬▬▬ ▬ ▬▬▬: [287, 1715, 415, 1730]
type-texture: ▬▬ ▬▬▬▬ ▬ ▬▬▬ ▬▬ ▬▬▬▬ ▬ ▬▬▬ ▬▬ ▬▬▬▬ ▬ ▬▬▬: [13, 1578, 140, 1593]
type-texture: ▬ ▬▬▬ ▬▬ ▬▬▬▬ ▬ ▬▬▬ ▬▬ ▬▬▬▬ ▬ ▬▬▬: [13, 1720, 140, 1735]
byline: By Telegraph—Press Association.: [36, 1819, 116, 1826]
type-texture: ▬▬▬ ▬▬ ▬▬▬▬ ▬ ▬▬▬ ▬▬ ▬▬▬▬ ▬ ▬▬▬ ▬▬ ▬▬▬▬: [974, 325, 1101, 340]
type-texture: ▬▬ ▬▬▬▬ ▬ ▬▬▬ ▬▬ ▬▬▬▬ ▬ ▬▬▬ ▬▬ ▬▬▬▬: [150, 595, 277, 610]
type-texture: ▬▬ ▬▬▬▬ ▬ ▬▬▬ ▬▬ ▬▬▬▬ ▬ ▬▬▬ ▬▬ ▬▬▬▬ ▬ ▬▬▬: [837, 1043, 964, 1058]
type-texture: ▬▬▬▬ ▬ ▬▬▬ ▬▬ ▬▬▬▬ ▬ ▬▬▬ ▬▬ ▬▬▬▬: [699, 750, 827, 765]
deck-rule: [600, 1726, 651, 1727]
type-texture: ▬▬ ▬▬▬▬ ▬ ▬▬▬ ▬▬ ▬▬▬▬ ▬ ▬▬▬ ▬▬ ▬▬▬▬: [425, 402, 552, 417]
type-texture: ▬▬▬ ▬▬ ▬▬▬▬ ▬ ▬▬▬ ▬▬ ▬▬▬▬ ▬ ▬▬▬ ▬▬ ▬▬▬▬: [150, 2191, 277, 2206]
deck-rule: [600, 473, 651, 474]
type-texture: ▬ ▬▬▬ ▬▬ ▬▬▬▬ ▬ ▬▬▬ ▬▬ ▬▬▬▬ ▬ ▬▬▬: [287, 1005, 415, 1020]
article: [150, 1032, 276, 1411]
type-texture: ▬ ▬▬▬ ▬▬ ▬▬▬▬ ▬ ▬▬▬ ▬▬ ▬▬▬▬ ▬ ▬▬▬ ▬▬ ▬▬▬▬: [699, 934, 827, 949]
type-texture: ▬▬▬ ▬▬ ▬▬▬▬ ▬ ▬▬▬ ▬▬ ▬▬▬▬ ▬ ▬▬▬ ▬▬ ▬▬▬▬: [425, 1149, 552, 1164]
type-texture: ▬▬ ▬▬▬▬ ▬ ▬▬▬ ▬▬ ▬▬▬▬ ▬ ▬▬▬ ▬▬ ▬▬▬▬ ▬ ▬▬▬: [562, 1800, 689, 1815]
type-texture: ▬▬▬ ▬▬ ▬▬▬▬ ▬ ▬▬▬ ▬▬ ▬▬▬▬ ▬ ▬▬▬: [837, 255, 964, 270]
deck-rule: [326, 474, 377, 475]
type-texture: ▬▬ ▬▬▬▬ ▬ ▬▬▬ ▬▬ ▬▬▬▬ ▬ ▬▬▬ ▬▬ ▬▬▬▬: [425, 577, 552, 592]
type-texture: ▬▬▬▬ ▬ ▬▬▬ ▬▬ ▬▬▬▬ ▬ ▬▬▬ ▬▬ ▬▬▬▬: [150, 2162, 277, 2177]
type-texture: ▬ ▬▬▬ ▬▬ ▬▬▬▬ ▬ ▬▬▬ ▬▬ ▬▬▬▬ ▬ ▬▬▬ ▬▬ ▬▬▬▬: [150, 1805, 277, 1820]
type-texture: ▬ ▬▬▬ ▬▬ ▬▬▬▬ ▬ ▬▬▬ ▬▬ ▬▬▬▬ ▬ ▬▬▬: [562, 1334, 689, 1349]
deck-rule: [51, 85, 102, 86]
type-texture: ▬▬ ▬▬▬▬ ▬ ▬▬▬ ▬▬ ▬▬▬▬ ▬ ▬▬▬ ▬▬ ▬▬▬▬: [150, 386, 277, 401]
type-texture: ▬▬▬ ▬▬ ▬▬▬▬ ▬ ▬▬▬ ▬▬ ▬▬▬▬ ▬ ▬▬▬ ▬▬ ▬▬▬▬: [150, 2077, 277, 2092]
type-texture: ▬▬▬ ▬▬ ▬▬▬▬ ▬ ▬▬▬ ▬▬ ▬▬▬▬ ▬ ▬▬▬: [837, 542, 964, 557]
deck-rule: [875, 85, 926, 86]
type-texture: ▬ ▬▬▬ ▬▬ ▬▬▬▬ ▬ ▬▬▬ ▬▬ ▬▬▬▬ ▬ ▬▬▬: [287, 376, 415, 391]
type-texture: ▬ ▬▬▬ ▬▬ ▬▬▬▬ ▬ ▬▬▬ ▬▬ ▬▬▬▬ ▬ ▬▬▬ ▬▬ ▬▬▬▬: [699, 305, 827, 320]
type-texture: ▬▬▬▬ ▬ ▬▬▬ ▬▬ ▬▬▬▬ ▬ ▬▬▬ ▬▬ ▬▬▬▬ ▬ ▬▬▬: [287, 1379, 415, 1394]
type-texture: ▬ ▬▬▬ ▬▬ ▬▬▬▬ ▬ ▬▬▬ ▬▬ ▬▬▬▬ ▬ ▬▬▬: [562, 392, 689, 407]
type-texture: ▬▬▬ ▬▬ ▬▬▬▬ ▬ ▬▬▬ ▬▬ ▬▬▬▬ ▬ ▬▬▬ ▬▬ ▬▬▬▬: [150, 1149, 277, 1164]
type-texture: ▬▬▬▬ ▬ ▬▬▬ ▬▬ ▬▬▬▬ ▬ ▬▬▬ ▬▬ ▬▬▬▬ ▬ ▬▬▬: [562, 321, 689, 336]
type-texture: ▬▬ ▬▬▬▬ ▬ ▬▬▬ ▬▬ ▬▬▬▬ ▬ ▬▬▬ ▬▬ ▬▬▬▬: [150, 2035, 277, 2050]
deck-rule: [600, 1742, 651, 1743]
subheadline: EMPIRE AND DOMINIONS.: [165, 69, 262, 77]
headline: SUPREME COURT.: [27, 1430, 125, 1442]
type-texture: ▬▬▬▬ ▬ ▬▬▬ ▬▬ ▬▬▬▬ ▬ ▬▬▬ ▬▬ ▬▬▬▬ ▬ ▬▬▬: [287, 249, 415, 264]
column-8: [970, 38, 1106, 1390]
type-texture: ▬▬▬ ▬▬ ▬▬▬▬ ▬ ▬▬▬ ▬▬ ▬▬▬▬ ▬ ▬▬▬ ▬▬ ▬▬▬▬: [425, 388, 552, 403]
type-texture: ▬▬ ▬▬▬▬ ▬ ▬▬▬ ▬▬ ▬▬▬▬ ▬ ▬▬▬ ▬▬ ▬▬▬▬ ▬ ▬▬▬: [837, 556, 964, 571]
byline: By Telegraph—Press Assn.—Copyright.: [579, 133, 672, 139]
article: [563, 872, 689, 1354]
headline: AMERICA AND GERMANY.: [38, 916, 115, 940]
type-texture: ▬▬ ▬▬▬▬ ▬ ▬▬▬ ▬▬ ▬▬▬▬ ▬ ▬▬▬ ▬▬ ▬▬▬▬: [150, 2205, 277, 2220]
type-texture: ▬▬▬▬ ▬ ▬▬▬ ▬▬ ▬▬▬▬ ▬ ▬▬▬ ▬▬ ▬▬▬▬: [150, 950, 277, 965]
type-texture: ▬▬ ▬▬▬▬ ▬ ▬▬▬ ▬▬ ▬▬▬▬ ▬ ▬▬▬ ▬▬ ▬▬▬▬ ▬ ▬▬▬: [562, 363, 689, 378]
type-texture: ▬ ▬▬▬ ▬▬ ▬▬▬▬ ▬ ▬▬▬ ▬▬ ▬▬▬▬ ▬ ▬▬▬ ▬▬ ▬▬▬▬: [150, 2233, 277, 2248]
type-texture: ▬ ▬▬▬ ▬▬ ▬▬▬▬ ▬ ▬▬▬ ▬▬ ▬▬▬▬ ▬ ▬▬▬: [13, 243, 140, 258]
type-texture: ▬ ▬▬▬ ▬▬ ▬▬▬▬ ▬ ▬▬▬ ▬▬ ▬▬▬▬ ▬ ▬▬▬: [13, 678, 140, 693]
headline: CABLE FROM MR. MASSEY.: [578, 445, 674, 469]
type-texture: ▬▬▬ ▬▬ ▬▬▬▬ ▬ ▬▬▬ ▬▬ ▬▬▬▬ ▬ ▬▬▬: [13, 1135, 140, 1150]
article-body: President Harding has announced that the treaty with Germany will be signed soon and the draft submitted to the Senate.: [13, 1000, 140, 1022]
type-texture: ▬ ▬▬▬ ▬▬ ▬▬▬▬ ▬ ▬▬▬ ▬▬ ▬▬▬▬ ▬ ▬▬▬: [287, 1899, 415, 1914]
type-texture: ▬▬▬▬ ▬ ▬▬▬ ▬▬ ▬▬▬▬ ▬ ▬▬▬ ▬▬ ▬▬▬▬: [699, 863, 827, 878]
type-texture: ▬▬ ▬▬▬▬ ▬ ▬▬▬ ▬▬ ▬▬▬▬ ▬ ▬▬▬ ▬▬ ▬▬▬▬ ▬ ▬▬▬: [287, 291, 415, 306]
